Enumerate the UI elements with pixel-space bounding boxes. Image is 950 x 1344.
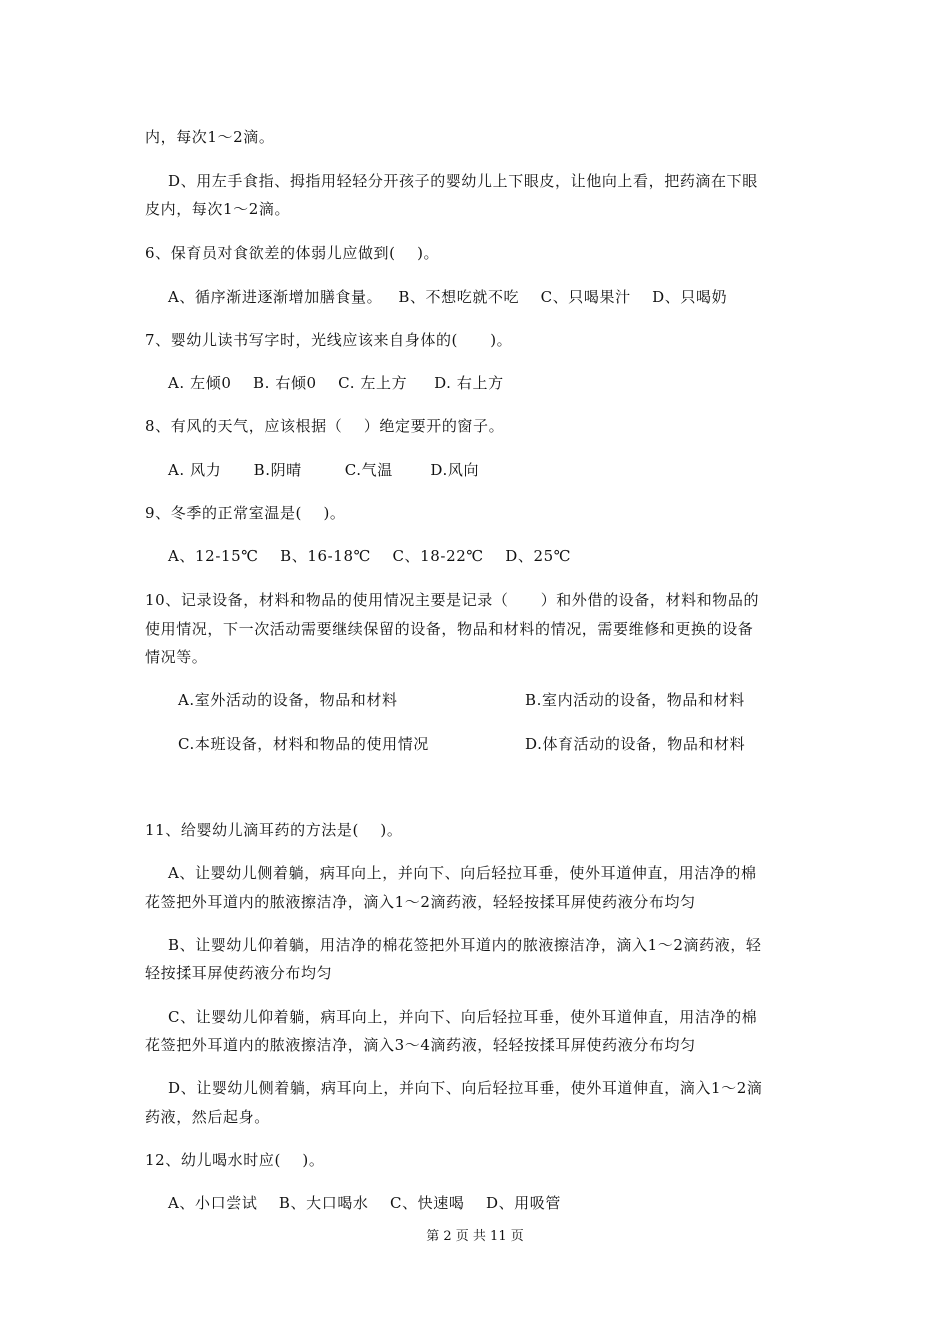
question-6-options: A、循序渐进逐渐增加膳食量。 B、不想吃就不吃 C、只喝果汁 D、只喝奶 [168,288,728,306]
question-11-option-c-line-2: 花签把外耳道内的脓液擦洁净，滴入3～4滴药液，轻轻按揉耳屏使药液分布均匀 [145,1036,696,1054]
question-10-line-2: 使用情况，下一次活动需要继续保留的设备，物品和材料的情况，需要维修和更换的设备 [145,620,754,638]
question-11-option-c-line-1: C、让婴幼儿仰着躺，病耳向上，并向下、向后轻拉耳垂，使外耳道伸直，用洁净的棉 [168,1008,758,1026]
question-11-option-d-line-2: 药液，然后起身。 [145,1108,270,1126]
question-7: 7、婴幼儿读书写字时，光线应该来自身体的( )。 [145,331,513,349]
question-10-line-1: 10、记录设备，材料和物品的使用情况主要是记录（ ）和外借的设备，材料和物品的 [145,591,760,609]
question-7-options: A. 左倾0 B. 右倾0 C. 左上方 D. 右上方 [168,374,504,392]
question-9: 9、冬季的正常室温是( )。 [145,504,346,522]
question-6: 6、保育员对食欲差的体弱儿应做到( )。 [145,244,440,262]
question-10-option-d: D.体育活动的设备，物品和材料 [525,735,746,753]
page-footer: 第 2 页 共 11 页 [426,1229,524,1244]
option-d-line-2: 皮内，每次1～2滴。 [145,200,291,218]
question-11: 11、给婴幼儿滴耳药的方法是( )。 [145,821,403,839]
question-11-option-a-line-1: A、让婴幼儿侧着躺，病耳向上，并向下、向后轻拉耳垂，使外耳道伸直，用洁净的棉 [168,864,757,882]
question-11-option-d-line-1: D、让婴幼儿侧着躺，病耳向上，并向下、向后轻拉耳垂，使外耳道伸直，滴入1～2滴 [168,1079,763,1097]
question-11-option-b-line-1: B、让婴幼儿仰着躺，用洁净的棉花签把外耳道内的脓液擦洁净，滴入1～2滴药液，轻 [168,936,762,954]
question-9-options: A、12-15℃ B、16-18℃ C、18-22℃ D、25℃ [168,547,572,565]
question-8-options: A. 风力 B.阴晴 C.气温 D.风向 [168,461,480,479]
question-11-option-b-line-2: 轻按揉耳屏使药液分布均匀 [145,964,333,982]
option-d-line-1: D、用左手食指、拇指用轻轻分开孩子的婴幼儿上下眼皮，让他向上看，把药滴在下眼 [168,172,758,190]
question-8: 8、有风的天气，应该根据（ ）绝定要开的窗子。 [145,417,505,435]
question-10-option-c: C.本班设备，材料和物品的使用情况 [178,735,429,753]
question-10-option-b: B.室内活动的设备，物品和材料 [525,691,745,709]
text-line: 内，每次1～2滴。 [145,128,275,146]
question-12: 12、幼儿喝水时应( )。 [145,1151,325,1169]
question-12-options: A、小口尝试 B、大口喝水 C、快速喝 D、用吸管 [168,1194,561,1212]
question-10-option-a: A.室外活动的设备，物品和材料 [178,691,398,709]
question-11-option-a-line-2: 花签把外耳道内的脓液擦洁净，滴入1～2滴药液，轻轻按揉耳屏使药液分布均匀 [145,893,696,911]
question-10-line-3: 情况等。 [145,648,208,666]
